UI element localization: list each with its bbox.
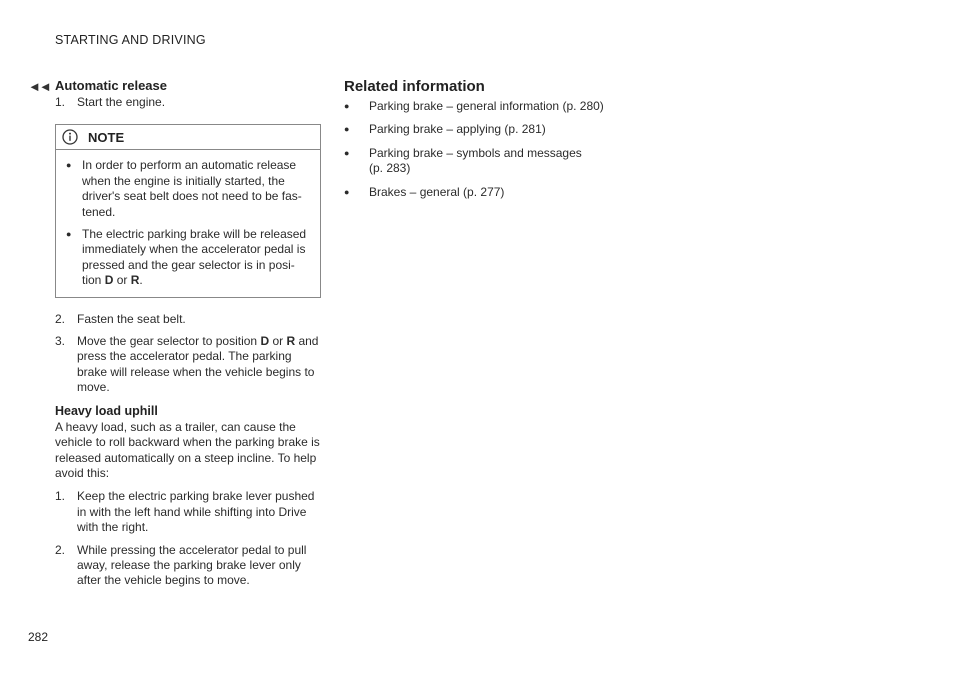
related-link-text[interactable]: Parking brake – symbols and messages (p. 283): [369, 145, 582, 176]
gear-r-label: R: [130, 273, 140, 288]
step-number: 1.: [55, 95, 66, 109]
step-text: [77, 334, 321, 396]
heavy-load-intro: A heavy load, such as a trailer, can cause the vehicle to roll backward when the parking brake is released automatically on a steep incline. To help avoid this:: [55, 419, 320, 480]
note-text-part: The electric parking brake will be released immediately when the accelerator pedal is pressed and the gear selector is in posi-tion: [82, 227, 307, 288]
step-text: Start the engine.: [77, 95, 166, 109]
step-item: [55, 334, 321, 396]
related-link[interactable]: [344, 122, 624, 137]
step-item: [55, 489, 321, 535]
note-bullet-text: [82, 227, 312, 289]
bullet-icon: ●: [344, 186, 350, 197]
bullet-icon: ●: [344, 101, 350, 111]
note-title: NOTE: [88, 129, 125, 145]
note-box: [55, 124, 321, 297]
note-bullet-text: In order to perform an automatic release when the engine is initially started, the driver's seat belt does not need to be fas-tened.: [82, 158, 302, 219]
note-bullet: [64, 158, 312, 220]
step-number: 2.: [55, 311, 66, 326]
related-link-text[interactable]: Parking brake – applying (p. 281): [369, 122, 546, 137]
step-number: 1.: [55, 489, 66, 504]
gear-r-label: R: [286, 334, 296, 349]
note-bullet: [64, 227, 312, 289]
automatic-release-heading: Automatic release: [55, 78, 167, 93]
step-item: [55, 95, 321, 110]
related-link-text[interactable]: Parking brake – general information (p. 280): [369, 99, 604, 113]
bullet-icon: ●: [66, 160, 72, 171]
note-text-part: or: [113, 273, 131, 288]
step-text: Fasten the seat belt.: [77, 311, 186, 326]
bullet-icon: ●: [344, 147, 350, 158]
step-text-part: or: [269, 334, 287, 349]
page-number: 282: [28, 630, 49, 644]
related-link[interactable]: [344, 99, 624, 114]
step-text: Keep the electric parking brake lever pushed in with the left hand while shifting into Drive with the right.: [77, 489, 315, 535]
step-text-part: and press the accelerator pedal. The parking brake will release when the vehicle begins to move.: [77, 334, 319, 395]
left-column: [55, 78, 321, 596]
related-information-heading: Related information: [344, 78, 485, 95]
step-text: While pressing the accelerator pedal to pull away, release the parking brake lever only after the vehicle begins to move.: [77, 542, 307, 588]
section-header: STARTING AND DRIVING: [55, 33, 206, 47]
gear-d-label: D: [104, 273, 114, 288]
step-item: [55, 543, 321, 589]
info-circle-icon: [62, 129, 78, 145]
step-item: [55, 312, 321, 327]
right-column: [344, 78, 624, 208]
note-text-part: .: [139, 273, 143, 288]
step-text-part: Move the gear selector to position: [77, 334, 261, 349]
related-link-text[interactable]: Brakes – general (p. 277): [369, 184, 505, 199]
related-link[interactable]: [344, 185, 624, 200]
gear-d-label: D: [260, 334, 270, 349]
related-link[interactable]: [344, 146, 624, 177]
step-number: 3.: [55, 334, 66, 349]
bullet-icon: ●: [66, 229, 72, 240]
heavy-load-heading: Heavy load uphill: [55, 403, 158, 418]
step-number: 2.: [55, 542, 66, 557]
continued-marker: ◄◄: [28, 79, 50, 94]
bullet-icon: ●: [344, 124, 350, 135]
note-header: [56, 125, 320, 150]
note-body: [56, 150, 320, 296]
